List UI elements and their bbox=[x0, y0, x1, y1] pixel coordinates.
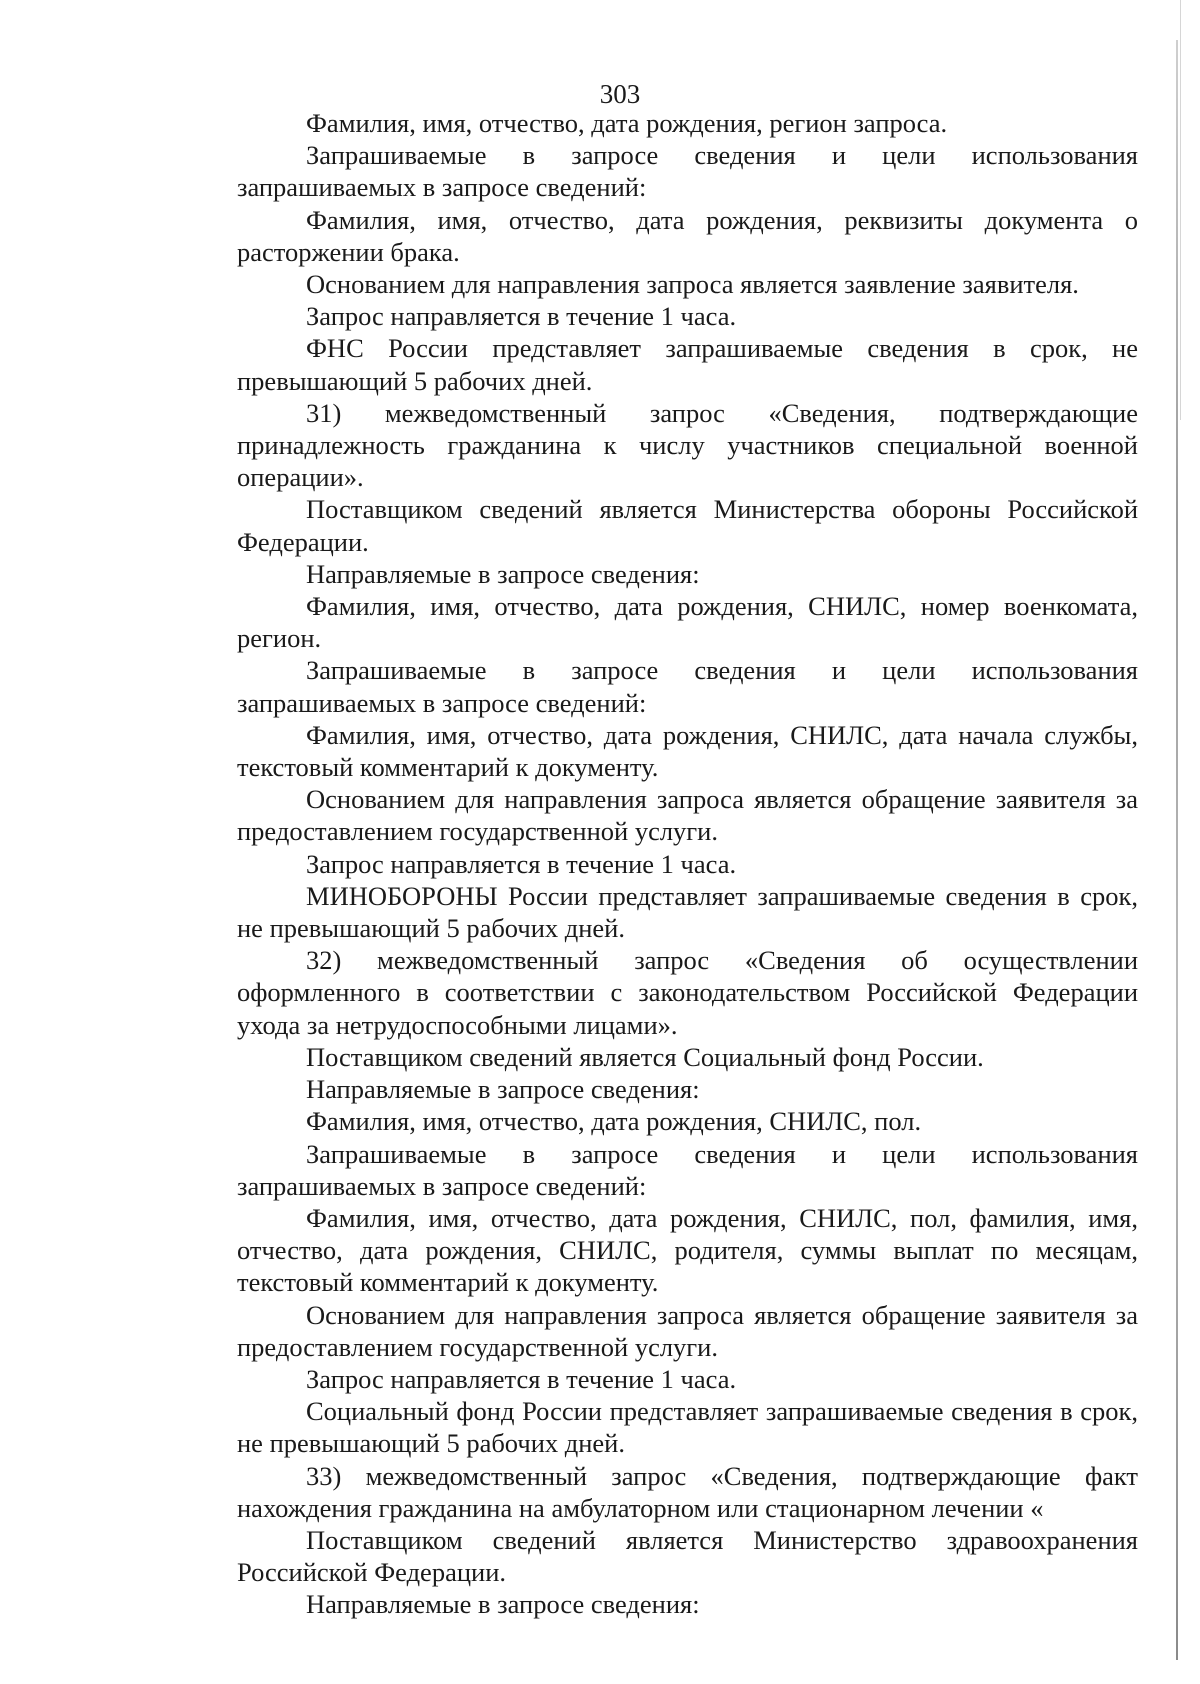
paragraph: Направляемые в запросе сведения: bbox=[306, 1589, 700, 1620]
paragraph: Запрашиваемые в запросе сведения и цели использования запрашиваемых в запросе сведений: bbox=[237, 655, 1138, 718]
paragraph-item-32: 32) межведомственный запрос «Сведения об осуществлении оформленного в соответствии с законодательством Российской Федерации ухода за нетрудоспособными лицами». bbox=[237, 945, 1138, 1040]
document-body bbox=[237, 107, 1138, 1621]
paragraph: Поставщиком сведений является Социальный фонд России. bbox=[306, 1041, 984, 1072]
paragraph: Запрос направляется в течение 1 часа. bbox=[306, 301, 737, 332]
paragraph: Направляемые в запросе сведения: bbox=[306, 558, 700, 589]
paragraph: Основанием для направления запроса является обращение заявителя за предоставлением государственной услуги. bbox=[237, 784, 1138, 847]
paragraph: Запрос направляется в течение 1 часа. bbox=[306, 1363, 737, 1394]
paragraph-item-31: 31) межведомственный запрос «Сведения, подтверждающие принадлежность гражданина к числу участников специальной военной операции». bbox=[237, 397, 1138, 493]
paragraph: Основанием для направления запроса является обращение заявителя за предоставлением государственной услуги. bbox=[237, 1299, 1138, 1362]
scan-edge-line bbox=[1176, 40, 1178, 1660]
paragraph: МИНОБОРОНЫ России представляет запрашиваемые сведения в срок, не превышающий 5 рабочих дней. bbox=[237, 880, 1138, 944]
paragraph: Фамилия, имя, отчество, дата рождения, реквизиты документа о расторжении брака. bbox=[237, 204, 1138, 267]
paragraph: Социальный фонд России представляет запрашиваемые сведения в срок, не превышающий 5 рабочих дней. bbox=[237, 1396, 1138, 1459]
paragraph: Запрашиваемые в запросе сведения и цели использования запрашиваемых в запросе сведений: bbox=[237, 1138, 1138, 1201]
paragraph: Фамилия, имя, отчество, дата рождения, регион запроса. bbox=[306, 108, 948, 138]
scan-edge-line-upper bbox=[1180, 0, 1181, 420]
page-number: 303 bbox=[599, 79, 641, 109]
paragraph: Поставщиком сведений является Министерство здравоохранения Российской Федерации. bbox=[237, 1524, 1138, 1588]
paragraph: Основанием для направления запроса является заявление заявителя. bbox=[306, 269, 1079, 300]
paragraph: Фамилия, имя, отчество, дата рождения, СНИЛС, дата начала службы, текстовый комментарий к документу. bbox=[237, 719, 1138, 783]
paragraph: ФНС России представляет запрашиваемые сведения в срок, не превышающий 5 рабочих дней. bbox=[237, 333, 1138, 396]
paragraph-item-33: 33) межведомственный запрос «Сведения, подтверждающие факт нахождения гражданина на амбулаторном или стационарном лечении « bbox=[237, 1460, 1138, 1523]
paragraph: Фамилия, имя, отчество, дата рождения, СНИЛС, пол. bbox=[306, 1106, 922, 1137]
paragraph: Фамилия, имя, отчество, дата рождения, СНИЛС, номер военкомата, регион. bbox=[237, 591, 1138, 654]
paragraph: Фамилия, имя, отчество, дата рождения, СНИЛС, пол, фамилия, имя, отчество, дата рождения, СНИЛС, родителя, суммы выплат по месяцам, текстовый комментарий к документу. bbox=[237, 1202, 1138, 1298]
paragraph: Запрашиваемые в запросе сведения и цели использования запрашиваемых в запросе сведений: bbox=[237, 140, 1138, 203]
paragraph: Направляемые в запросе сведения: bbox=[306, 1074, 700, 1105]
paragraph: Запрос направляется в течение 1 часа. bbox=[306, 848, 737, 879]
paragraph: Поставщиком сведений является Министерства обороны Российской Федерации. bbox=[237, 494, 1138, 557]
